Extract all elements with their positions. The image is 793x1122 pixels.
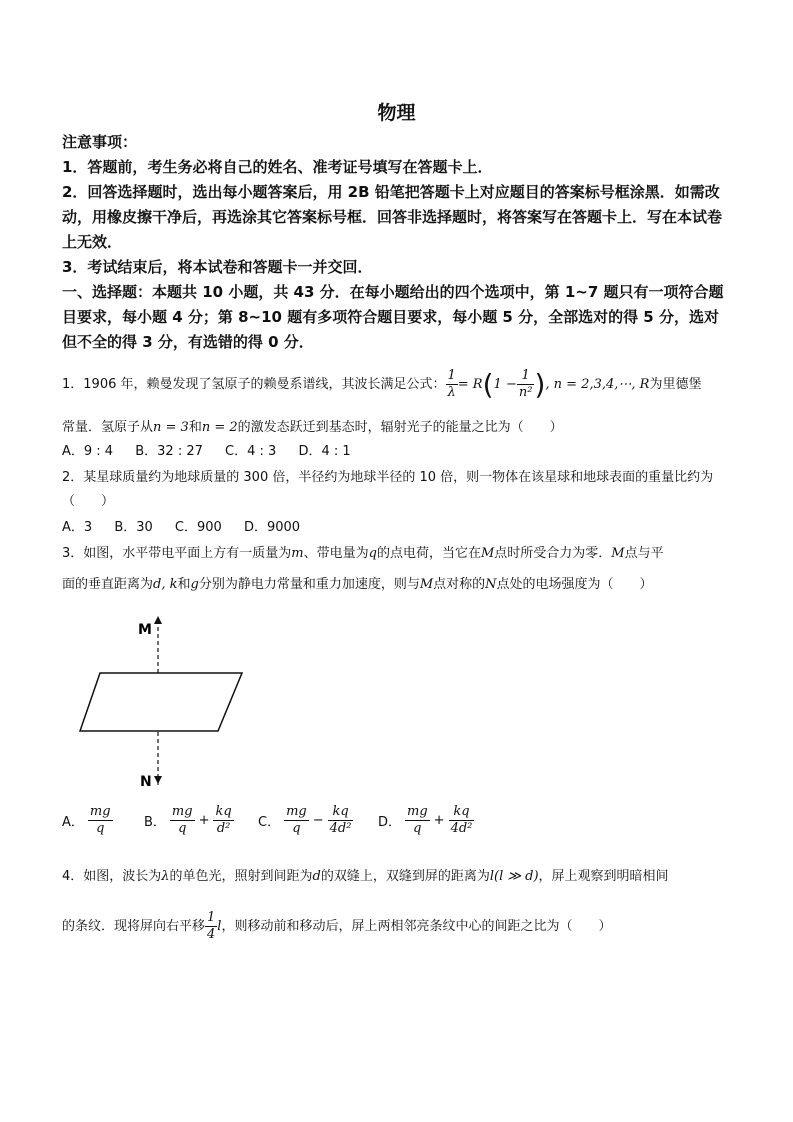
charged-plane-diagram bbox=[70, 610, 260, 800]
question-4-line-2: 的条纹．现将屏向右平移 $\frac{1}{4}$ l ，则移动前和移动后，屏上两相邻亮条纹中心的间距之比为（ ） bbox=[62, 910, 612, 942]
question-1-options bbox=[62, 440, 732, 464]
formula-r: = R bbox=[457, 376, 483, 392]
q1-option-b[interactable]: B．32 : 27 bbox=[135, 444, 203, 459]
question-1-prefix: 1．1906 年，赖曼发现了氢原子的赖曼系谱线，其波长满足公式： bbox=[62, 376, 446, 392]
formula-n-fraction: $\frac{1}{\text{n²}}$ bbox=[518, 368, 533, 400]
section-instructions: 一、选择题：本题共 10 小题，共 43 分．在每小题给出的四个选项中，第 1~7 题只有一项符合题目要求，每小题 4 分；第 8~10 题有多项符合题目要求，每小题 5 分，全部选对的得 5 分，选对但不全的得 3 分，有选错的得 0 分． bbox=[62, 283, 724, 351]
question-4-line-1: 4．如图，波长为λ的单色光，照射到间距为d的双缝上，双缝到屏的距离为l(l ≫ d)，屏上观察到明暗相间 bbox=[62, 869, 669, 884]
formula-tail: , n = 2,3,4,⋯, R bbox=[545, 376, 650, 392]
q3-option-a[interactable]: A． $\frac{mg}{q}$ bbox=[62, 804, 111, 836]
formula-lambda-fraction: $\frac{1}{\lambda}$ bbox=[447, 368, 456, 400]
formula-one-minus: 1 − bbox=[493, 376, 517, 392]
q2-option-d[interactable]: D．9000 bbox=[243, 520, 301, 535]
q1-option-a[interactable]: A．9 : 4 bbox=[62, 444, 114, 459]
q1-option-d[interactable]: D．4 : 1 bbox=[298, 444, 351, 459]
q3-option-b[interactable]: B． $\frac{mg}{q}$ + $\frac{kq}{\text{d²}}$ bbox=[144, 804, 232, 836]
q2-option-b[interactable]: B．30 bbox=[114, 520, 153, 535]
page-title: 物理 bbox=[377, 102, 416, 124]
arrow-down-icon bbox=[154, 776, 162, 784]
q2-option-a[interactable]: A．3 bbox=[62, 520, 93, 535]
shift-fraction: $\frac{1}{4}$ bbox=[207, 910, 216, 942]
q3-option-d[interactable]: D． $\frac{mg}{q}$ + $\frac{kq}{\text{4d²}}$ bbox=[378, 804, 473, 836]
question-3-line-2: 面的垂直距离为d, k和g分别为静电力常量和重力加速度，则与M点对称的N点处的电场强度为（ ） bbox=[62, 577, 653, 592]
question-3-line-1: 3．如图，水平带电平面上方有一质量为m、带电量为q的点电荷，当它在M点时所受合力为零．M点与平 bbox=[62, 546, 664, 561]
notice-item-3: 3．考试结束后，将本试卷和答题卡一并交回． bbox=[62, 258, 373, 276]
notice-heading: 注意事项： bbox=[62, 133, 138, 151]
q1-option-c[interactable]: C．4 : 3 bbox=[225, 444, 277, 459]
arrow-up-icon bbox=[154, 616, 162, 624]
question-2-options bbox=[62, 516, 732, 540]
q3-option-c[interactable]: C． $\frac{mg}{q}$ − $\frac{kq}{\text{4d²}}$ bbox=[258, 804, 352, 836]
charged-plane bbox=[80, 673, 242, 731]
question-2-text: 2．某星球质量约为地球质量的 300 倍，半径约为地球半径的 10 倍，则一物体在该星球和地球表面的重量比约为（ ） bbox=[62, 470, 714, 509]
question-1-suffix: 为里德堡 bbox=[649, 376, 702, 392]
label-n: N bbox=[140, 774, 152, 790]
q2-option-c[interactable]: C．900 bbox=[174, 520, 222, 535]
label-m: M bbox=[138, 622, 152, 638]
notice-item-2: 2．回答选择题时，选出每小题答案后，用 2B 铅笔把答题卡上对应题目的答案标号框涂黑．如需改动，用橡皮擦干净后，再选涂其它答案标号框．回答非选择题时，将答案写在答题卡上．写在本试卷上无效． bbox=[62, 183, 723, 251]
notice-item-1: 1．答题前，考生务必将自己的姓名、准考证号填写在答题卡上． bbox=[62, 158, 493, 176]
question-1-line-2: 常量．氢原子从n = 3和n = 2的激发态跃迁到基态时，辐射光子的能量之比为（ ） bbox=[62, 420, 563, 435]
question-3-options bbox=[62, 800, 732, 846]
question-1-line-1: 1．1906 年，赖曼发现了氢原子的赖曼系谱线，其波长满足公式： $\frac{1}{\lambda}$ = R ( 1 − $\frac{1}{\text{n²}}$ ) , n = 2,3,4,⋯, R 为里德堡 bbox=[62, 367, 702, 401]
